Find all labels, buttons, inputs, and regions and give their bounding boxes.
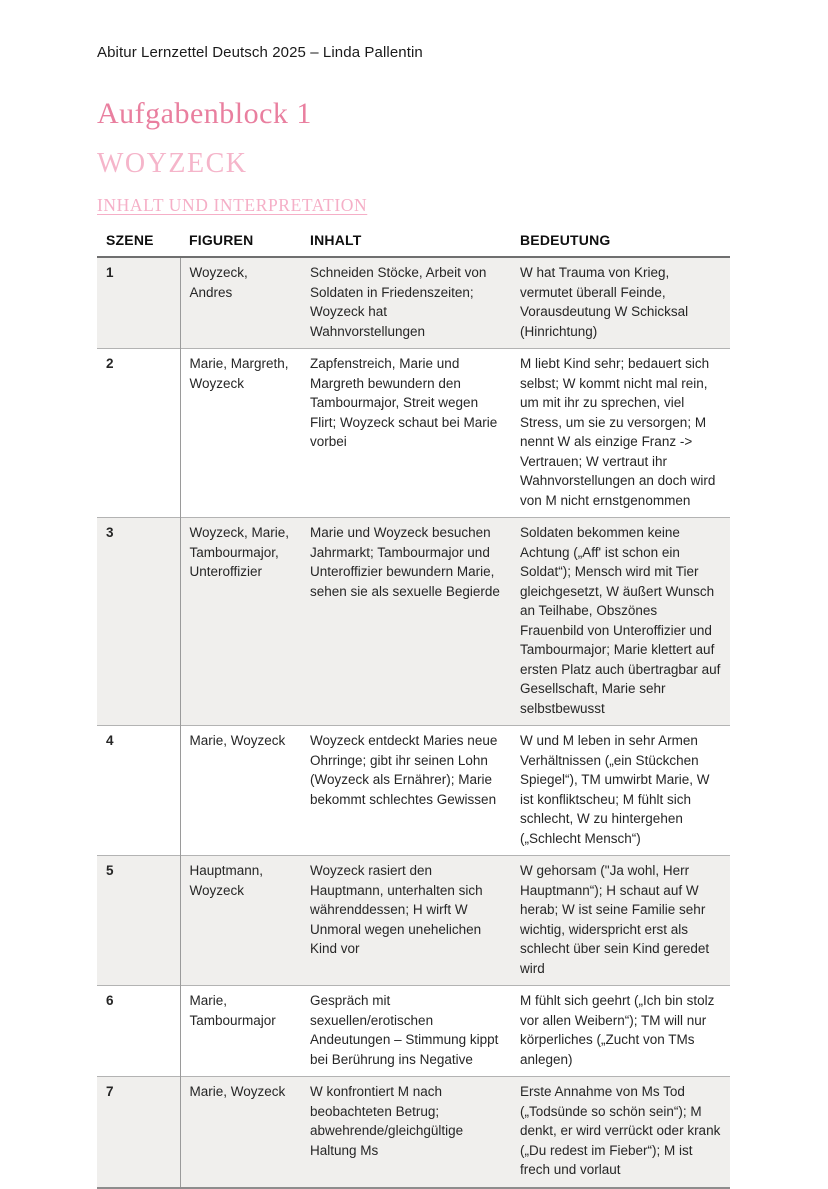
cell-inhalt: Woyzeck entdeckt Maries neue Ohrringe; gibt ihr seinen Lohn (Woyzeck als Ernährer); Marie bekommt schlechtes Gewissen — [310, 733, 498, 807]
cell-szene: 6 — [97, 986, 180, 1077]
cell-inhalt: Zapfenstreich, Marie und Margreth bewundern den Tambourmajor, Streit wegen Flirt; Woyzeck schaut bei Marie vorbei — [310, 356, 498, 450]
cell-inhalt: Gespräch mit sexuellen/erotischen Andeutungen – Stimmung kippt bei Berührung ins Negative — [310, 993, 499, 1067]
table-row — [97, 856, 730, 986]
cell-figuren: Hauptmann, Woyzeck — [189, 863, 264, 898]
cell-bedeutung: W hat Trauma von Krieg, vermutet überall Feinde, Vorausdeutung W Schicksal (Hinrichtung) — [520, 265, 689, 339]
cell-szene: 2 — [97, 349, 180, 518]
column-header-inhalt: INHALT — [301, 229, 511, 258]
table-row — [97, 518, 730, 726]
cell-figuren: Marie, Tambourmajor — [189, 993, 276, 1028]
table-header — [97, 229, 730, 258]
table-row — [97, 726, 730, 856]
cell-figuren: Woyzeck, Marie, Tambourmajor, Unteroffizier — [189, 525, 290, 580]
cell-bedeutung: W gehorsam ("Ja wohl, Herr Hauptmann“); H schaut auf W herab; W ist seine Familie sehr wichtig, widerspricht erst als schlecht über sein Kind geredet wird — [520, 863, 710, 976]
column-header-szene: SZENE — [97, 229, 180, 258]
cell-bedeutung: Erste Annahme von Ms Tod („Todsünde so schön sein“); M denkt, er wird verrückt oder krank („Du redest im Fieber“); M ist frech und vorlaut — [520, 1084, 721, 1178]
table-row — [97, 986, 730, 1077]
cell-bedeutung: M liebt Kind sehr; bedauert sich selbst; W kommt nicht mal rein, um mit ihr zu sprechen, viel Stress, um sie zu versorgen; M nennt W als einzige Franz -> Vertrauen; W vertraut ihr Wahnvorstellungen an doch wird von M nicht ernstgenommen — [520, 356, 716, 508]
table-row — [97, 257, 730, 349]
cell-inhalt: W konfrontiert M nach beobachteten Betrug; abwehrende/gleichgültige Haltung Ms — [310, 1084, 464, 1158]
book-title: WOYZECK — [97, 147, 248, 179]
cell-figuren: Marie, Woyzeck — [189, 733, 286, 749]
cell-szene: 7 — [97, 1077, 180, 1188]
cell-bedeutung: M fühlt sich geehrt („Ich bin stolz vor allen Weibern“); TM will nur körperliches („Zucht von TMs anlegen) — [520, 993, 715, 1067]
cell-inhalt: Schneiden Stöcke, Arbeit von Soldaten in Friedenszeiten; Woyzeck hat Wahnvorstellungen — [310, 265, 487, 339]
document-header-line: Abitur Lernzettel Deutsch 2025 – Linda Pallentin — [97, 44, 423, 61]
table-row — [97, 1077, 730, 1188]
cell-bedeutung: W und M leben in sehr Armen Verhältnissen („ein Stückchen Spiegel“), TM umwirbt Marie, W ist konfliktscheu; M fühlt sich schlecht, W zu hintergehen („Schlecht Mensch“) — [520, 733, 710, 846]
cell-szene: 3 — [97, 518, 180, 726]
cell-szene: 4 — [97, 726, 180, 856]
cell-inhalt: Marie und Woyzeck besuchen Jahrmarkt; Tambourmajor und Unteroffizier bewundern Marie, sehen sie als sexuelle Begierde — [310, 525, 500, 599]
cell-inhalt: Woyzeck rasiert den Hauptmann, unterhalten sich währenddessen; H wirft W Unmoral wegen unehelichen Kind vor — [310, 863, 483, 957]
scene-table — [97, 229, 730, 1189]
cell-szene: 5 — [97, 856, 180, 986]
table-body — [97, 257, 730, 1188]
section-heading: INHALT UND INTERPRETATION — [97, 194, 368, 215]
cell-figuren: Marie, Woyzeck — [189, 1084, 286, 1100]
page-title: Aufgabenblock 1 — [97, 97, 312, 130]
table-row — [97, 349, 730, 518]
cell-szene: 1 — [97, 257, 180, 349]
cell-figuren: Marie, Margreth, Woyzeck — [189, 356, 289, 391]
column-header-bedeutung: BEDEUTUNG — [511, 229, 730, 258]
table-header-row — [97, 229, 730, 258]
cell-bedeutung: Soldaten bekommen keine Achtung („Aff' ist schon ein Soldat“); Mensch wird mit Tier gleichgesetzt, W äußert Wunsch an Teilhabe, Obszönes Frauenbild von Unteroffizier und Tambourmajor; Marie klettert auf ersten Platz auch übertragbar auf Gesellschaft, Marie sehr selbstbewusst — [520, 525, 721, 716]
column-header-figuren: FIGUREN — [180, 229, 301, 258]
cell-figuren: Woyzeck, Andres — [189, 265, 248, 300]
